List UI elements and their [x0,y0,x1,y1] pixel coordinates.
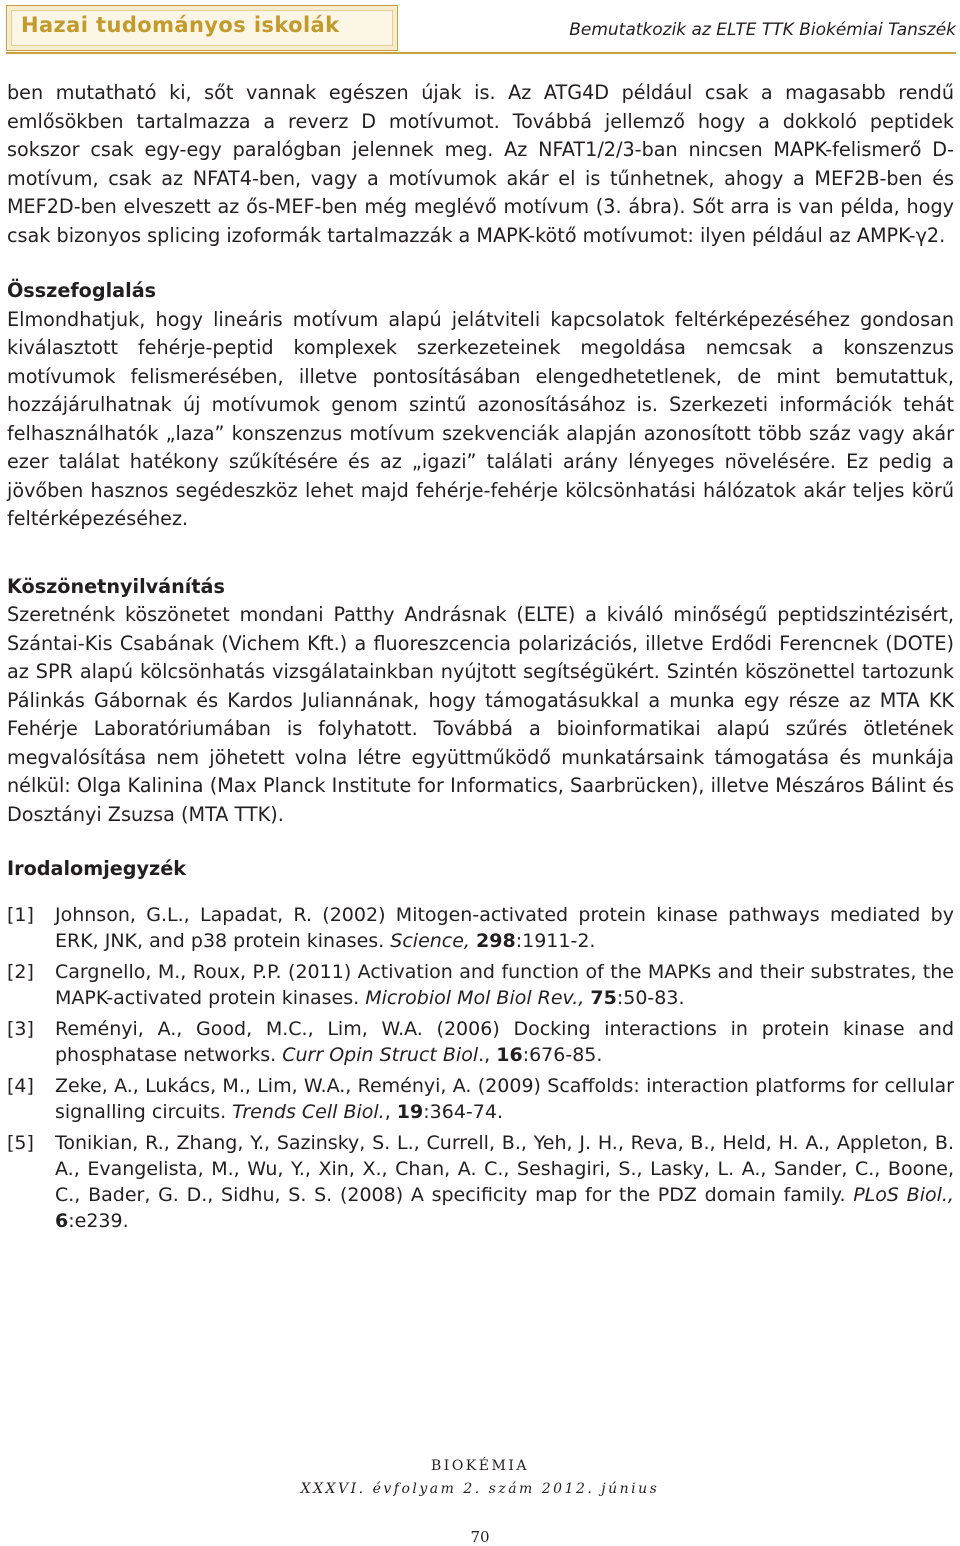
reference-pages: :1911-2. [515,929,596,952]
reference-volume: 298 [476,929,516,952]
reference-pages: :364-74. [423,1100,503,1123]
reference-volume: 19 [396,1100,424,1123]
acknowledgements-heading: Köszönetnyilvánítás [7,574,225,598]
reference-text: Cargnello, M., Roux, P.P. (2011) Activation and function of the MAPKs and their substrates, the MAPK-activated protein kinases. [55,960,954,1009]
running-header: Bemutatkozik az ELTE TTK Biokémiai Tanszék [569,20,956,40]
reference-item [7,1130,954,1234]
summary-heading: Összefoglalás [7,279,157,302]
reference-item: [3] Reményi, A., Good, M.C., Lim, W.A. (2006) Docking interactions in protein kinase and phosphatase networks. Curr Opin Struct Biol., 16:676-85. [7,1017,954,1066]
reference-item [7,902,954,954]
reference-text: Zeke, A., Lukács, M., Lim, W.A., Reményi, A. (2009) Scaffolds: interaction platforms for cellular signalling circuits. [55,1074,954,1123]
footer-journal-name: BIOKÉMIA [431,1458,529,1474]
reference-text: Reményi, A., Good, M.C., Lim, W.A. (2006) Docking interactions in protein kinase and phosphatase networks. [55,1017,954,1066]
reference-number: [5] [7,1131,34,1154]
reference-journal: Microbiol Mol Biol Rev., [365,986,585,1009]
reference-number: [3] [7,1017,34,1040]
footer-issue: XXXVI. évfolyam 2. szám 2012. június [300,1481,660,1497]
reference-journal: Trends Cell Biol. [232,1100,385,1123]
reference-pages: :676-85. [522,1043,603,1066]
page-header [6,5,956,52]
reference-number: [2] [7,960,34,983]
references-heading: Irodalomjegyzék [7,857,186,880]
section-title: Hazai tudományos iskolák [21,13,340,37]
reference-item: [4] Zeke, A., Lukács, M., Lim, W.A., Reményi, A. (2009) Scaffolds: interaction platforms for cellular signalling circuits. Trends Cell Biol., 19:364-74. [7,1074,954,1123]
reference-number: [1] [7,903,34,926]
article-body [7,79,954,1239]
reference-journal: PLoS Biol., [853,1183,954,1206]
page-number: 70 [470,1528,490,1546]
reference-item [7,959,954,1011]
acknowledgements-paragraph: Szeretnénk köszönetet mondani Patthy Andrásnak (ELTE) a kiváló minőségű peptidszintézisért, Szántai-Kis Csabának (Vichem Kft.) a fluoreszcencia polarizációs, illetve Erdődi Ferencnek (DOTE) az SPR alapú kölcsönhatás vizsgálatainkban nyújtott segítségükért. Szintén köszönettel tartozunk Pálinkás Gábornak és Kardos Juliannának, hogy támogatásukkal a munka egy része az MTA KK Fehérje Laboratóriumában is folyhatott. Továbbá a bioinformatikai alapú szűrés ötletének megvalósítása nem jöhetett volna létre együttműködő munkatársaink támogatása és munkája nélkül: Olga Kalinina (Max Planck Institute for Informatics, Saarbrücken), illetve Mészáros Bálint és Dosztányi Zsuzsa (MTA TTK). [7,603,954,826]
reference-pages: :e239. [68,1209,129,1232]
reference-volume: 6 [55,1209,69,1232]
reference-volume: 75 [590,986,617,1009]
section-label-box [6,5,398,51]
reference-volume: 16 [496,1043,523,1066]
reference-list [7,902,954,1234]
reference-text: Johnson, G.L., Lapadat, R. (2002) Mitogen-activated protein kinase pathways mediated by ERK, JNK, and p38 protein kinases. [55,903,954,952]
reference-pages: :50-83. [616,986,685,1009]
reference-text: Tonikian, R., Zhang, Y., Sazinsky, S. L., Currell, B., Yeh, J. H., Reva, B., Held, H. A., Appleton, B. A., Evangelista, M., Wu, Y., Xin, X., Chan, A. C., Seshagiri, S., Lasky, L. A., Sander, C., Boone, C., Bader, G. D., Sidhu, S. S. (2008) A specificity map for the PDZ domain family. [55,1131,954,1206]
reference-journal: Science, [390,929,470,952]
header-divider [6,52,956,54]
reference-journal: Curr Opin Struct Biol [282,1043,479,1066]
intro-paragraph: ben mutatható ki, sőt vannak egészen újak is. Az ATG4D például csak a magasabb rendű emlősökben tartalmazza a reverz D motívumot. Továbbá jellemző hogy a dokkoló peptidek sokszor csak egy-egy paralógban jelennek meg. Az NFAT1/2/3-ban nincsen MAPK-felismerő D-motívum, csak az NFAT4-ben, vagy a motívumok akár el is tűnhetnek, ahogy a MEF2B-ben és MEF2D-ben elveszett az ős-MEF-ben még meglévő motívum (3. ábra). Sőt arra is van példa, hogy csak bizonyos splicing izoformák tartalmazzák a MAPK-kötő motívumot: ilyen például az AMPK-γ2. [7,81,954,247]
reference-number: [4] [7,1074,34,1097]
summary-paragraph: Elmondhatjuk, hogy lineáris motívum alapú jelátviteli kapcsolatok feltérképezéséhez gondosan kiválasztott fehérje-peptid komplexek szerkezeteinek megoldása nemcsak a konszenzus motívumok felismerésében, illetve pontosításában elengedhetetlenek, de mint bemutattuk, hozzájárulhatnak új motívumok genom szintű azonosításához is. Szerkezeti információk tehát felhasználhatók „laza” konszenzus motívum szekvenciák alapján azonosított több száz vagy akár ezer találat hatékony szűkítésére és az „igazi” találati arány lényeges növelésére. Ez pedig a jövőben hasznos segédeszköz lehet majd fehérje-fehérje kölcsönhatási hálózatok akár teljes körű feltérképezéséhez. [7,307,954,530]
